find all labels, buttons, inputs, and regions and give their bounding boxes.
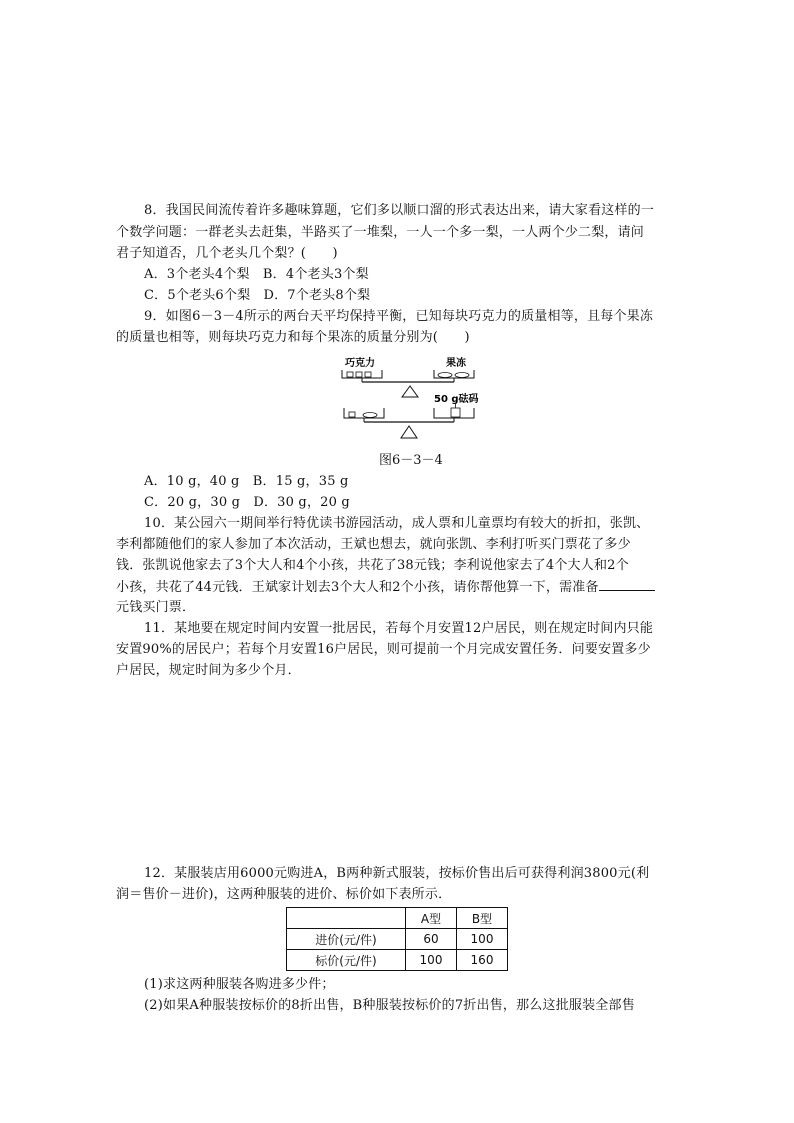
q11-text-line-1: 11．某地要在规定时间内安置一批居民，若每个月安置12户居民，则在规定时间内只能 (144, 621, 654, 636)
q12-text-line-1: 12．某服装店用6000元购进A，B两种新式服装，按标价售出后可获得利润3800元(利 (144, 866, 650, 881)
top-balance (342, 356, 474, 397)
bottom-fulcrum (401, 426, 417, 438)
bottom-right-pan (434, 408, 474, 418)
table-header-cell (287, 908, 406, 929)
jelly-item (438, 373, 452, 378)
q10-text-line-4 (116, 577, 655, 598)
q8-text-line-2: 个数学问题：一群老头去赶集，半路买了一堆梨，一人一个多一梨，一人两个少二梨，请问 (116, 225, 645, 240)
figure-caption: 图6－3－4 (379, 453, 443, 468)
table-cell: 标价(元/件) (287, 950, 406, 971)
chocolate-block (356, 372, 362, 377)
weight-block (451, 408, 460, 417)
q8-options-cd: C．5个老头6个梨 D．7个老头8个梨 (144, 288, 371, 303)
q8-options-ab: A．3个老头4个梨 B．4个老头3个梨 (144, 267, 369, 282)
table-header-cell: A型 (406, 908, 457, 929)
q10-text-line-2: 李利都随他们的家人参加了本次活动，王斌也想去，就向张凯、李利打听买门票花了多少 (116, 537, 631, 552)
jelly-item (363, 413, 377, 418)
q11-text-line-2: 安置90%的居民户；若每个月安置16户居民，则可提前一个月完成安置任务．问要安置多少 (116, 642, 651, 657)
chocolate-block (365, 372, 371, 377)
q9-text-line-2: 的质量也相等，则每块巧克力和每个果冻的质量分别为( ) (116, 330, 470, 345)
table-cell: 100 (406, 950, 457, 971)
table-row (287, 950, 508, 971)
table-row (287, 929, 508, 950)
q9-options-cd: C．20 g，30 g D．30 g，20 g (144, 495, 350, 510)
q12-part-2: (2)如果A种服装按标价的8折出售，B种服装按标价的7折出售，那么这批服装全部售 (144, 998, 635, 1013)
bottom-balance (344, 392, 479, 438)
q11-text-line-3: 户居民，规定时间为多少个月． (116, 663, 301, 678)
q12-part-1: (1)求这两种服装各购进多少件； (144, 977, 335, 992)
top-fulcrum (402, 386, 418, 397)
table-cell: 160 (457, 950, 508, 971)
weight-label: 50 g砝码 (434, 394, 479, 405)
q8-text-line-3: 君子知道否，几个老头几个梨？( ) (116, 246, 338, 261)
q12-text-line-2: 润＝售价－进价)，这两种服装的进价、标价如下表所示． (116, 887, 452, 902)
q8-text-line-1: 8．我国民间流传着许多趣味算题，它们多以顺口溜的形式表达出来，请大家看这样的一 (144, 203, 655, 218)
q10-text-line-5: 元钱买门票． (116, 600, 196, 615)
table-header-cell: B型 (457, 908, 508, 929)
table-header-row (287, 908, 508, 929)
chocolate-block (347, 372, 353, 377)
answer-blank[interactable] (599, 577, 655, 591)
table-cell: 100 (457, 929, 508, 950)
table-cell: 进价(元/件) (287, 929, 406, 950)
q9-text-line-1: 9．如图6－3－4所示的两台天平均保持平衡，已知每块巧克力的质量相等，且每个果冻 (144, 309, 654, 324)
table-cell: 60 (406, 929, 457, 950)
jelly-item (455, 373, 469, 378)
q9-options-ab: A．10 g，40 g B．15 g，35 g (144, 474, 349, 489)
q10-text-line-4-text: 小孩，共花了44元钱．王斌家计划去3个大人和2个小孩，请你帮他算一下，需准备 (116, 580, 599, 595)
balance-scales-figure (338, 352, 488, 444)
chocolate-label: 巧克力 (345, 358, 375, 369)
price-table (286, 907, 508, 971)
chocolate-block (349, 412, 355, 417)
jelly-label: 果冻 (446, 358, 466, 369)
q10-text-line-3: 钱．张凯说他家去了3个大人和4个小孩，共花了38元钱；李利说他家去了4个大人和2个 (116, 558, 629, 573)
q10-text-line-1: 10．某公园六一期间举行特优读书游园活动，成人票和儿童票均有较大的折扣，张凯、 (144, 516, 650, 531)
